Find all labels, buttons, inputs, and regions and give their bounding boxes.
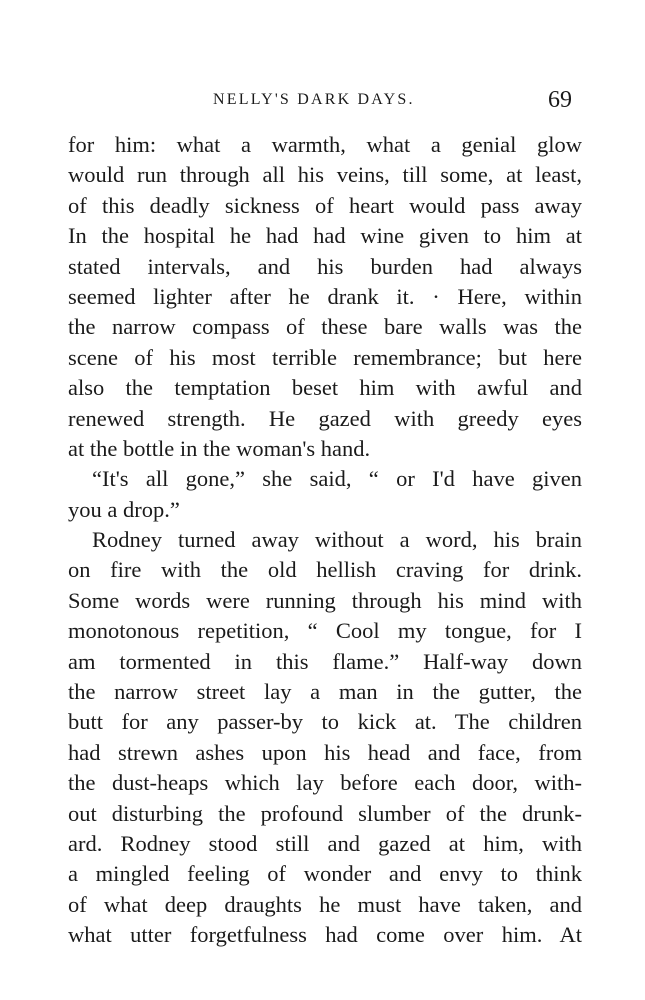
text-line: had strewn ashes upon his head and face, from xyxy=(68,739,582,765)
text-line: renewed strength. He gazed with greedy eyes xyxy=(68,405,582,431)
text-line: the narrow compass of these bare walls was the xyxy=(68,314,582,340)
running-header xyxy=(0,87,645,117)
text-line: stated intervals, and his burden had always xyxy=(68,253,582,279)
text-line: also the temptation beset him with awful and xyxy=(68,375,582,401)
text-line: ard. Rodney stood still and gazed at him, with xyxy=(68,830,582,856)
text-line: In the hospital he had had wine given to him at xyxy=(68,223,582,249)
body-text xyxy=(68,130,582,951)
text-line: what utter forgetfulness had come over him. At xyxy=(68,922,582,948)
text-line: would run through all his veins, till some, at least, xyxy=(68,162,582,188)
text-line: the narrow street lay a man in the gutter, the xyxy=(68,679,582,705)
text-line: Rodney turned away without a word, his brain xyxy=(92,527,582,553)
text-line: of this deadly sickness of heart would pass away xyxy=(68,192,582,218)
text-line: am tormented in this flame.” Half-way down xyxy=(68,648,582,674)
text-line: you a drop.” xyxy=(68,496,180,522)
text-line: scene of his most terrible remembrance; but here xyxy=(68,344,582,370)
text-line: Some words were running through his mind with xyxy=(68,587,582,613)
text-line: a mingled feeling of wonder and envy to think xyxy=(68,861,582,887)
running-title: NELLY'S DARK DAYS. xyxy=(213,91,415,108)
text-line: for him: what a warmth, what a genial glow xyxy=(68,132,582,157)
text-line: at the bottle in the woman's hand. xyxy=(68,435,371,461)
text-line: seemed lighter after he drank it. · Here, within xyxy=(68,283,582,309)
text-line: of what deep draughts he must have taken, and xyxy=(68,891,582,917)
text-line: the dust-heaps which lay before each door, with- xyxy=(68,770,582,796)
text-line: “It's all gone,” she said, “ or I'd have given xyxy=(92,466,582,492)
page-number: 69 xyxy=(548,87,572,113)
text-line: on fire with the old hellish craving for drink. xyxy=(68,557,582,583)
text-line: monotonous repetition, “ Cool my tongue, for I xyxy=(68,618,582,644)
text-line: butt for any passer-by to kick at. The children xyxy=(68,709,582,735)
text-line: out disturbing the profound slumber of the drunk- xyxy=(68,800,582,826)
